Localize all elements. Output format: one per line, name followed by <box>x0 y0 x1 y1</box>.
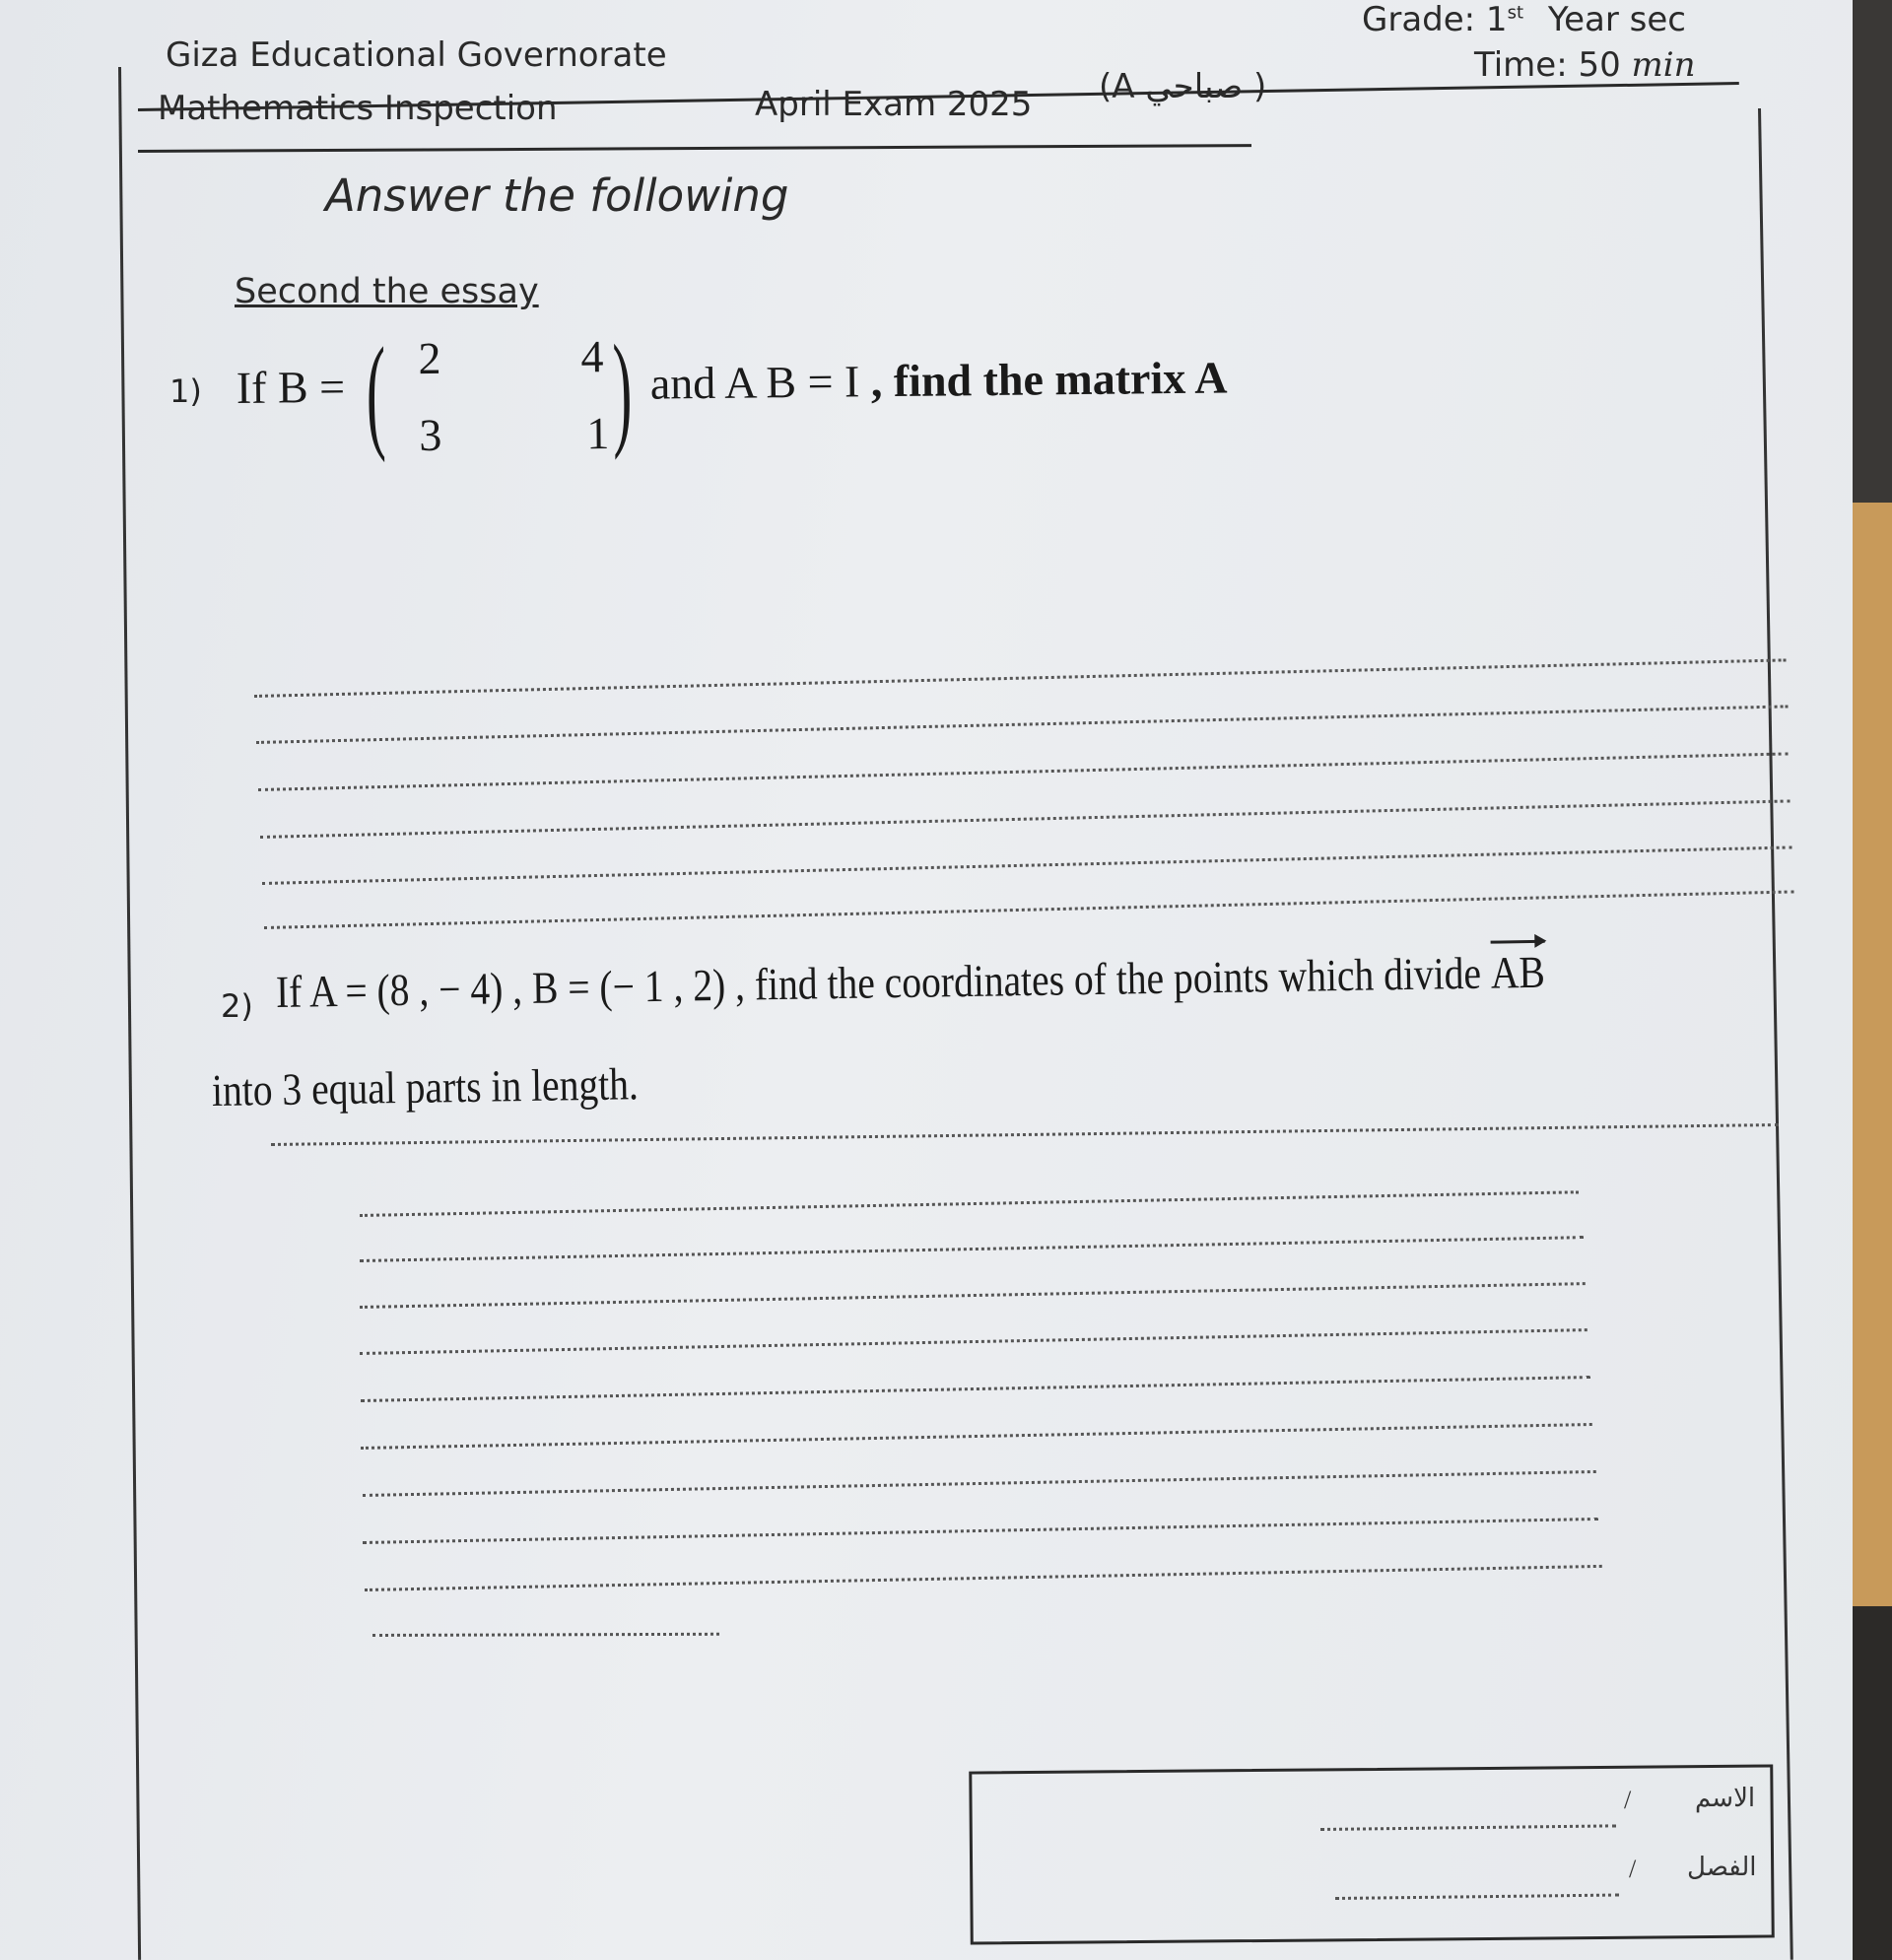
class-label: الفصل <box>1687 1853 1757 1882</box>
question-2-number: 2) <box>221 987 253 1025</box>
answer-line-4 <box>260 799 1791 839</box>
answer-line-6 <box>264 890 1794 929</box>
question-2-line-1: If A = (8 , − 4) , B = (− 1 , 2) , find the coordinates of the points which divide AB <box>276 946 1546 1018</box>
exam-title: April Exam 2025 <box>755 85 1033 124</box>
governorate-title: Giza Educational Governorate <box>166 35 667 75</box>
answer-line-17 <box>372 1633 719 1637</box>
matrix-cell-12: 4 <box>580 331 604 382</box>
instruction-heading: Answer the following <box>325 169 789 222</box>
matrix-cell-22: 1 <box>586 408 610 459</box>
answer-line-7 <box>271 1123 1779 1146</box>
header-underline <box>138 144 1251 153</box>
matrix-left-paren: ( <box>366 321 387 464</box>
grade-label: Grade: 1st Year sec <box>1362 0 1686 39</box>
answer-line-9 <box>360 1236 1584 1262</box>
vector-ab: AB <box>1490 946 1545 999</box>
question-1-prefix: If B = <box>236 361 346 413</box>
answer-line-13 <box>361 1423 1592 1450</box>
student-info-box <box>969 1764 1775 1944</box>
question-1 <box>236 318 1419 468</box>
question-1-text: and A B = I , find the matrix A <box>649 352 1228 409</box>
desk-shadow <box>1853 1606 1892 1960</box>
desk-wood <box>1853 503 1892 1606</box>
matrix-cell-21: 3 <box>419 409 442 461</box>
inspection-title: Mathematics Inspection <box>158 89 558 128</box>
matrix-cell-11: 2 <box>418 332 441 384</box>
answer-line-16 <box>365 1565 1602 1591</box>
answer-line-15 <box>363 1518 1598 1544</box>
answer-line-1 <box>254 658 1787 698</box>
class-slash: / <box>1629 1855 1637 1883</box>
answer-line-2 <box>256 705 1789 744</box>
answer-line-8 <box>360 1190 1579 1217</box>
name-label: الاسم <box>1695 1784 1756 1813</box>
page-border-right <box>1758 108 1793 1960</box>
page-border-left <box>118 67 141 1960</box>
name-slash: / <box>1624 1786 1632 1814</box>
section-title: Second the essay <box>235 272 539 311</box>
matrix-right-paren: ) <box>612 318 634 461</box>
answer-line-10 <box>360 1282 1586 1309</box>
answer-line-5 <box>262 845 1792 885</box>
answer-line-14 <box>363 1470 1596 1497</box>
question-1-number: 1) <box>169 372 202 410</box>
section-label: (A صباحي ) <box>1099 67 1267 106</box>
answer-line-11 <box>360 1328 1588 1355</box>
time-label: Time: 50 min <box>1474 45 1696 85</box>
answer-line-3 <box>258 752 1789 791</box>
answer-line-12 <box>361 1376 1590 1402</box>
vector-arrow-icon <box>1490 940 1544 944</box>
question-2-line-2: into 3 equal parts in length. <box>211 1058 640 1115</box>
